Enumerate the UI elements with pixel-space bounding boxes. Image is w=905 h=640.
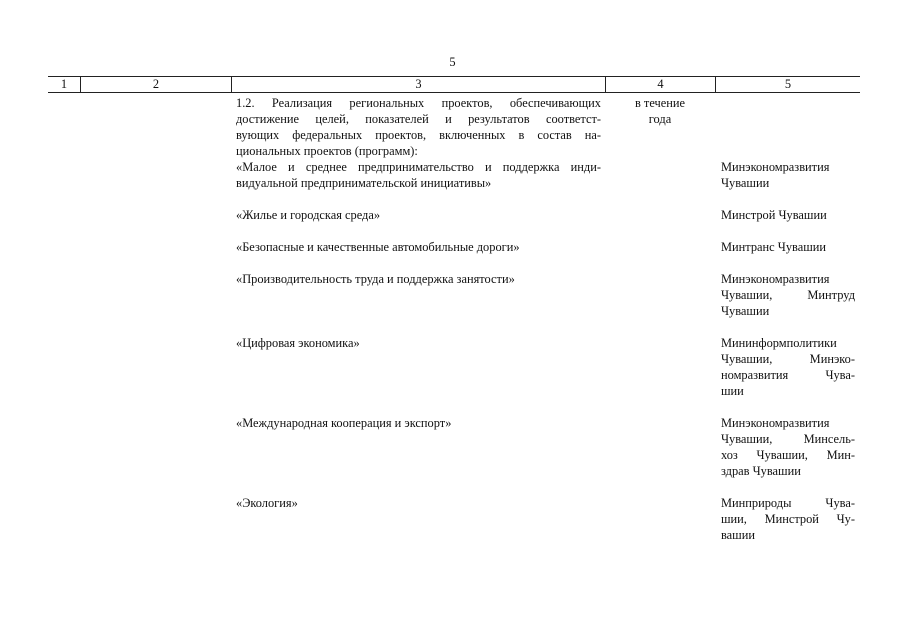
text-line: Чувашии, Минэко- — [721, 352, 855, 366]
text-line: «Безопасные и качественные автомобильные дороги» — [236, 240, 520, 254]
header-col-4: 4 — [605, 77, 715, 92]
table-header-row — [48, 76, 860, 93]
project-responsible — [721, 271, 855, 319]
text-line: циональных проектов (программ): — [236, 144, 418, 158]
project-responsible — [721, 495, 855, 543]
text-line: Чувашии — [721, 304, 770, 318]
project-name — [236, 207, 601, 223]
project-responsible — [721, 335, 855, 399]
text-line: хоз Чувашии, Мин- — [721, 448, 855, 462]
text-line: номразвития Чува- — [721, 368, 855, 382]
text-line: «Малое и среднее предпринимательство и поддержка инди- — [236, 160, 601, 174]
header-col-1: 1 — [60, 77, 68, 91]
text-line: Чувашии, Минсель- — [721, 432, 855, 446]
header-col-5: 5 — [715, 77, 860, 92]
project-responsible — [721, 207, 855, 223]
text-line: Минэкономразвития — [721, 272, 830, 286]
term-line: в течение — [634, 96, 686, 110]
text-line: здрав Чувашии — [721, 464, 801, 478]
text-line: 1.2. Реализация региональных проектов, обеспечивающих — [236, 96, 601, 110]
text-line: шии, Минстрой Чу- — [721, 512, 855, 526]
project-name — [236, 239, 601, 255]
text-line: «Экология» — [236, 496, 298, 510]
text-line: Чувашии, Минтруд — [721, 288, 855, 302]
text-line: Минэкономразвития — [721, 160, 830, 174]
text-line: Минэкономразвития — [721, 416, 830, 430]
text-line: Минтранс Чувашии — [721, 240, 827, 254]
project-name — [236, 415, 601, 431]
text-line: Мининформполитики — [721, 336, 837, 350]
text-line: достижение целей, показателей и результатов соответст- — [236, 112, 601, 126]
header-col-3: 3 — [231, 77, 605, 92]
text-line: вующих федеральных проектов, включенных в состав на- — [236, 128, 601, 142]
text-line: «Международная кооперация и экспорт» — [236, 416, 452, 430]
project-name — [236, 335, 601, 351]
project-name — [236, 159, 601, 191]
project-name — [236, 271, 601, 287]
term-cell — [618, 95, 702, 127]
text-line: «Цифровая экономика» — [236, 336, 360, 350]
text-line: «Производительность труда и поддержка занятости» — [236, 272, 515, 286]
project-name — [236, 495, 601, 511]
project-responsible — [721, 159, 855, 191]
text-line: Минприроды Чува- — [721, 496, 855, 510]
term-line: года — [648, 112, 672, 126]
text-line: «Жилье и городская среда» — [236, 208, 381, 222]
header-col-2: 2 — [80, 77, 231, 92]
page-number: 5 — [449, 55, 456, 69]
text-line: Чувашии — [721, 176, 770, 190]
intro-text — [236, 95, 601, 159]
project-responsible — [721, 239, 855, 255]
text-line: вашии — [721, 528, 755, 542]
text-line: Минстрой Чувашии — [721, 208, 827, 222]
text-line: видуальной предпринимательской инициативы» — [236, 176, 492, 190]
project-responsible — [721, 415, 855, 479]
text-line: шии — [721, 384, 744, 398]
